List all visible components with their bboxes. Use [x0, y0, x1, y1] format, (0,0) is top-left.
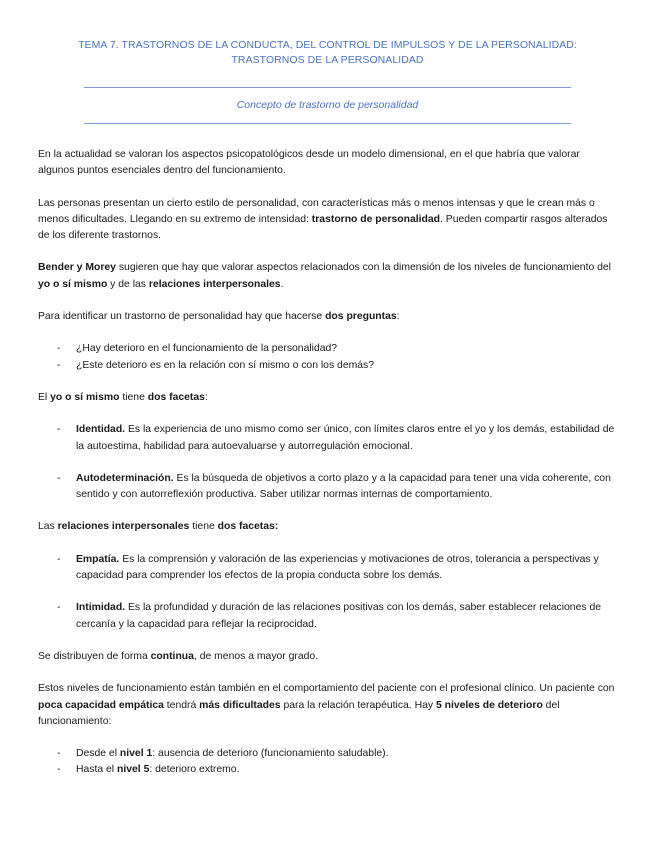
text-run: Desde el	[76, 748, 120, 760]
list-item	[76, 471, 617, 504]
text-run: Para identificar un trastorno de personalidad hay que hacerse	[38, 311, 326, 323]
list-item	[76, 762, 617, 778]
bold-run: yo o sí mismo	[38, 278, 108, 290]
list-item	[76, 552, 617, 585]
text-run: .	[280, 278, 284, 290]
text-run: Se distribuyen de forma	[38, 650, 151, 662]
relations-facets-list	[38, 552, 617, 633]
questions-list	[38, 341, 617, 374]
text-run: Es la búsqueda de objetivos a corto plazo y a la capacidad para tener una vida coherente, con sentido y con autorreflexión productiva. Saber utilizar normas internas de comportamiento.	[76, 472, 611, 501]
text-run: , de menos a mayor grado.	[193, 650, 319, 662]
document-title: TEMA 7. TRASTORNOS DE LA CONDUCTA, DEL CONTROL DE IMPULSOS Y DE LA PERSONALIDAD: TRASTORNOS DE LA PERSONALIDAD	[78, 39, 577, 66]
bold-run: yo o sí mismo	[50, 391, 120, 403]
text-run: Es la profundidad y duración de las relaciones positivas con los demás, saber establecer relaciones de cercanía y la capacidad para reflejar la reciprocidad.	[76, 602, 602, 630]
paragraph-personality-style	[38, 196, 617, 245]
paragraph-intro: En la actualidad se valoran los aspectos psicopatológicos desde un modelo dimensional, en el que habría que valorar algunos puntos esenciales dentro del funcionamiento.	[38, 149, 580, 177]
text-run: : ausencia de deterioro (funcionamiento saludable).	[152, 748, 389, 760]
bold-run: relaciones interpersonales	[148, 278, 281, 290]
text-run: tendrá	[163, 699, 200, 711]
bold-run: Empatía.	[76, 553, 120, 565]
list-item	[76, 600, 617, 633]
bold-run: Intimidad.	[76, 602, 126, 614]
bold-run: dos facetas:	[217, 521, 279, 533]
text-run: Es la comprensión y valoración de las experiencias y motivaciones de otros, tolerancia a perspectivas y capacidad para comprender los efectos de la propia conducta sobre los demás.	[76, 553, 599, 582]
text-run: . Pueden compartir rasgos alterados de los diferente trastornos.	[38, 213, 608, 242]
text-run: para la relación terapéutica. Hay	[280, 699, 436, 711]
paragraph-relations-facets	[38, 519, 617, 535]
text-run: : deterioro extremo.	[149, 764, 240, 776]
bottom-divider	[84, 123, 571, 124]
bold-run: relaciones interpersonales	[57, 521, 190, 533]
bold-run: nivel 5	[117, 764, 150, 776]
text-run: Las	[38, 521, 58, 533]
paragraph-yo-facets	[38, 390, 617, 406]
bold-run: dos preguntas	[325, 311, 397, 323]
text-run: sugieren que hay que valorar aspectos relacionados con la dimensión de los niveles de funcionamiento del	[115, 262, 611, 274]
bold-run: trastorno de personalidad	[311, 213, 440, 225]
bold-run: Identidad.	[76, 424, 126, 436]
list-item: - ¿Hay deterioro en el funcionamiento de la personalidad?	[76, 341, 617, 357]
bold-run: Autodeterminación.	[76, 472, 174, 484]
levels-list	[38, 746, 617, 779]
text-run: y de las	[107, 278, 149, 290]
section-subtitle: Concepto de trastorno de personalidad	[236, 99, 419, 111]
top-divider	[84, 87, 571, 88]
paragraph-bender-morey	[38, 260, 617, 293]
list-item	[76, 422, 617, 455]
text-run: :	[396, 311, 400, 323]
list-item: - ¿Este deterioro es en la relación con sí mismo o con los demás?	[76, 358, 617, 374]
bold-run: Bender y Morey	[38, 262, 116, 274]
text-run: del funcionamiento:	[38, 699, 560, 727]
list-item	[76, 746, 617, 762]
bold-run: nivel 1	[119, 748, 153, 760]
bold-run: 5 niveles de deterioro	[435, 699, 543, 711]
paragraph-levels	[38, 681, 617, 730]
bold-run: poca capacidad empática	[38, 699, 164, 711]
bold-run: continua	[150, 650, 194, 662]
text-run: tiene	[189, 521, 218, 533]
bold-run: más dificultades	[199, 699, 281, 711]
text-run: tiene	[119, 391, 148, 403]
text-run: Hasta el	[76, 764, 118, 776]
bold-run: dos facetas	[147, 391, 205, 403]
yo-facets-list	[38, 422, 617, 503]
text-run: :	[204, 391, 208, 403]
text-run: Las personas presentan un cierto estilo de personalidad, con características más o menos intensas y que le crean más o menos dificultades. Llegando en su extremo de intensidad:	[38, 197, 595, 225]
paragraph-distribution	[38, 649, 617, 665]
paragraph-two-questions	[38, 309, 617, 325]
document-body	[38, 147, 617, 779]
text-run: Es la experiencia de uno mismo como ser único, con límites claros entre el yo y los demás, estabilidad de la autoestima, habilidad para autoevaluarse y autorregulación emocional.	[76, 424, 615, 452]
text-run: El	[38, 391, 51, 403]
text-run: Estos niveles de funcionamiento están también en el comportamiento del paciente con el profesional clínico. Un paciente con	[38, 683, 615, 695]
